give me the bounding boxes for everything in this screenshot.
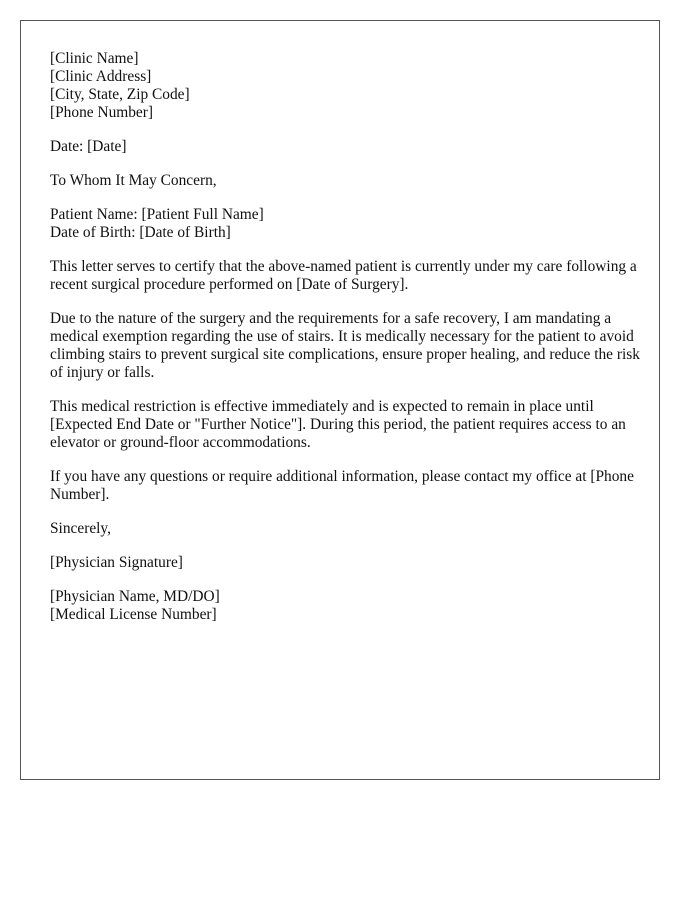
date-text: Date: [Date] [50,138,127,155]
physician-name: [Physician Name, MD/DO] [50,588,220,605]
patient-info [50,206,642,242]
closing-text: Sincerely, [50,520,111,537]
salutation [50,172,642,190]
signature-block [50,554,642,572]
letter-page [20,20,660,780]
date-line [50,138,642,156]
letter-body [50,50,642,624]
physician-signature: [Physician Signature] [50,554,183,571]
body-paragraph-duration: This medical restriction is effective immediately and is expected to remain in place until [Expected End Date or "Further Notice"]. During this period, the patient requires access to an elevator or ground-floor accommodations. [50,398,626,451]
body-paragraph-certification: This letter serves to certify that the above-named patient is currently under my care following a recent surgical procedure performed on [Date of Surgery]. [50,258,637,293]
body-paragraph-contact: If you have any questions or require additional information, please contact my office at [Phone Number]. [50,468,634,503]
physician-license: [Medical License Number] [50,606,217,623]
patient-dob: Date of Birth: [Date of Birth] [50,224,231,241]
physician-info [50,588,642,624]
clinic-header [50,50,642,122]
body-paragraph-exemption: Due to the nature of the surgery and the requirements for a safe recovery, I am mandating a medical exemption regarding the use of stairs. It is medically necessary for the patient to avoid climbing stairs to prevent surgical site complications, ensure proper healing, and reduce the risk of injury or falls. [50,310,640,381]
patient-name: Patient Name: [Patient Full Name] [50,206,264,223]
clinic-address: [Clinic Address] [50,68,152,85]
clinic-city-state-zip: [City, State, Zip Code] [50,86,190,103]
clinic-name: [Clinic Name] [50,50,139,67]
clinic-phone: [Phone Number] [50,104,154,121]
closing [50,520,642,538]
salutation-text: To Whom It May Concern, [50,172,217,189]
